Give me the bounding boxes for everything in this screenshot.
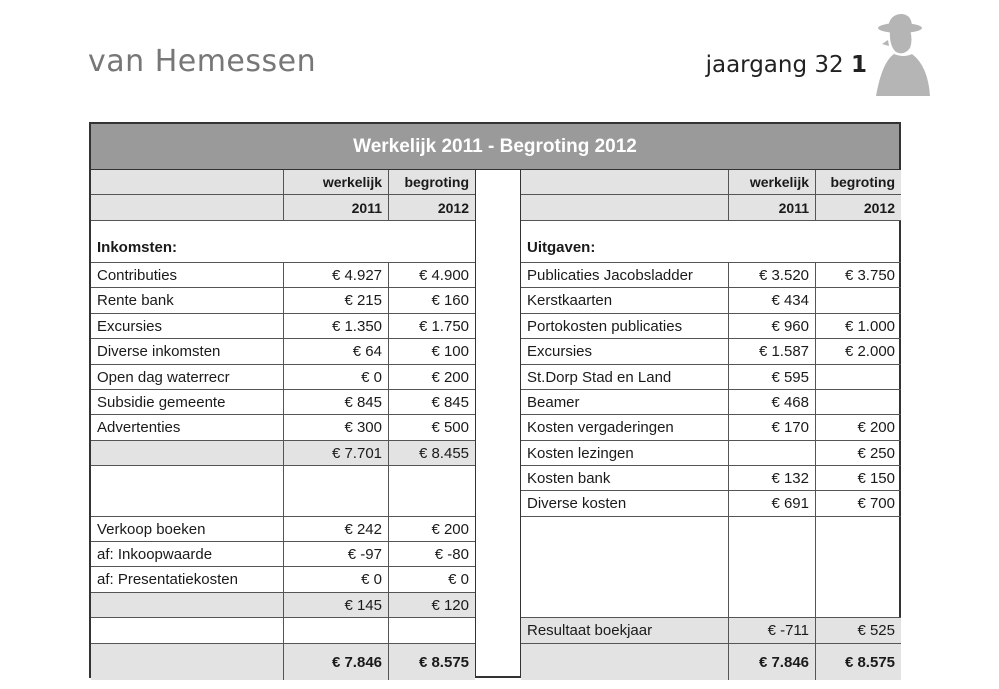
result-actual: € -711 [729,618,816,643]
header-actual-year: 2011 [284,195,389,220]
column-separator [475,170,521,676]
row-label: Open dag waterrecr [91,365,284,389]
table-row [91,288,475,314]
expenses-column [521,170,901,676]
empty-cell [284,466,389,516]
row-label: Contributies [91,263,284,287]
income-column [91,170,475,676]
row-budget [816,288,901,313]
row-label: af: Presentatiekosten [91,567,284,592]
empty-row [521,517,901,618]
total-actual: € 7.846 [729,644,816,680]
row-label: Rente bank [91,288,284,313]
empty-cell [816,517,901,617]
table-row [521,339,901,365]
row-budget: € 3.750 [844,266,895,284]
header-empty [91,195,284,220]
table-row [521,466,901,491]
row-actual: € 1.587 [729,339,816,364]
result-row [521,618,901,644]
budget-table [89,122,901,678]
subtotal-actual: € 7.701 [284,441,389,465]
header-empty [521,195,729,220]
row-actual: € 0 [284,567,389,592]
row-label: Publicaties Jacobsladder [521,263,729,287]
expenses-section-label: Uitgaven: [527,239,596,256]
header-empty [91,170,284,194]
header-row-1 [521,170,901,195]
brand-name: van Hemessen [88,44,317,79]
row-actual: € 0 [284,365,389,389]
empty-row [91,466,475,517]
row-actual: € 691 [729,491,816,516]
row-label: Excursies [91,314,284,338]
row-budget: € -80 [434,545,469,563]
row-budget: € 100 [431,343,469,360]
subtotal-label-empty [91,593,284,617]
row-actual: € 242 [284,517,389,541]
income-total-row [91,644,475,680]
header-actual: werkelijk [284,170,389,194]
row-actual: € 300 [284,415,389,440]
row-label: Diverse kosten [521,491,729,516]
total-budget: € 8.575 [844,653,895,671]
subtotal-actual: € 145 [284,593,389,617]
row-budget: € 150 [857,469,895,487]
row-budget: € 160 [431,292,469,309]
table-row [521,288,901,314]
table-row [521,415,901,441]
row-actual: € 434 [729,288,816,313]
row-actual: € 170 [729,415,816,440]
income-section-label: Inkomsten: [97,239,178,256]
empty-cell [284,618,389,643]
table-row [91,263,475,288]
empty-cell [729,517,816,617]
total-budget: € 8.575 [418,653,469,671]
row-budget: € 200 [857,419,895,436]
subtotal-budget: € 120 [431,596,469,614]
row-actual: € 468 [729,390,816,414]
header-budget: begroting [404,174,469,190]
header-empty [521,170,729,194]
header-budget-year: 2012 [863,199,895,216]
table-row [91,517,475,542]
row-label: Subsidie gemeente [91,390,284,414]
header-actual-year: 2011 [729,195,816,220]
row-budget [816,365,901,389]
total-label-empty [521,644,729,680]
issue-label [706,52,867,78]
income-subtotal-row [91,441,475,466]
table-row [91,542,475,567]
row-label: Kosten vergaderingen [521,415,729,440]
row-label: Excursies [521,339,729,364]
table-row [521,263,901,288]
row-label: Portokosten publicaties [521,314,729,338]
row-budget: € 500 [431,419,469,436]
row-label: Kosten bank [521,466,729,490]
issue-volume: jaargang 32 [705,52,844,78]
income-section-row [91,221,475,263]
header-budget: begroting [830,174,895,190]
table-title: Werkelijk 2011 - Begroting 2012 [91,124,899,170]
row-label: Beamer [521,390,729,414]
table-row [91,415,475,441]
row-actual: € 845 [284,390,389,414]
row-actual: € 1.350 [284,314,389,338]
empty-cell [389,466,475,516]
row-actual: € 4.927 [284,263,389,287]
row-label: Diverse inkomsten [91,339,284,364]
table-row [91,567,475,593]
row-actual: € 132 [729,466,816,490]
row-label: Verkoop boeken [91,517,284,541]
row-budget: € 700 [857,495,895,512]
row-budget: € 0 [448,571,469,588]
row-actual: € 215 [284,288,389,313]
table-row [91,365,475,390]
row-actual: € 595 [729,365,816,389]
row-budget: € 4.900 [418,266,469,284]
table-row [521,390,901,415]
header-row-2 [91,195,475,221]
result-budget: € 525 [857,622,895,639]
row-label: St.Dorp Stad en Land [521,365,729,389]
result-label: Resultaat boekjaar [521,618,729,643]
table-row [91,314,475,339]
row-actual: € 64 [284,339,389,364]
row-budget: € 2.000 [844,343,895,360]
empty-cell [521,517,729,617]
row-label: Kosten lezingen [521,441,729,465]
table-row [91,339,475,365]
subtotal-budget: € 8.455 [418,444,469,462]
total-label-empty [91,644,284,680]
row-budget: € 1.750 [418,317,469,335]
row-budget: € 845 [431,393,469,411]
header-row-1 [91,170,475,195]
total-actual: € 7.846 [284,644,389,680]
row-actual [729,441,816,465]
row-budget: € 200 [431,520,469,538]
header-row-2 [521,195,901,221]
table-row [521,491,901,517]
empty-row [91,618,475,644]
table-row [521,365,901,390]
subtotal-label-empty [91,441,284,465]
table-row [521,314,901,339]
row-label: Advertenties [91,415,284,440]
row-budget: € 250 [857,444,895,462]
empty-cell [91,466,284,516]
header-budget-year: 2012 [437,199,469,216]
row-label: af: Inkoopwaarde [91,542,284,566]
row-budget: € 1.000 [844,317,895,335]
table-row [91,390,475,415]
row-label: Kerstkaarten [521,288,729,313]
row-budget [816,390,901,414]
row-actual: € 960 [729,314,816,338]
empty-cell [389,618,475,643]
expenses-total-row [521,644,901,680]
row-budget: € 200 [431,368,469,386]
expenses-section-row [521,221,901,263]
silhouette-logo-icon [866,10,930,96]
issue-number: 1 [850,52,867,78]
row-actual: € -97 [284,542,389,566]
table-row [521,441,901,466]
empty-cell [91,618,284,643]
books-subtotal-row [91,593,475,618]
header-actual: werkelijk [729,170,816,194]
row-actual: € 3.520 [729,263,816,287]
